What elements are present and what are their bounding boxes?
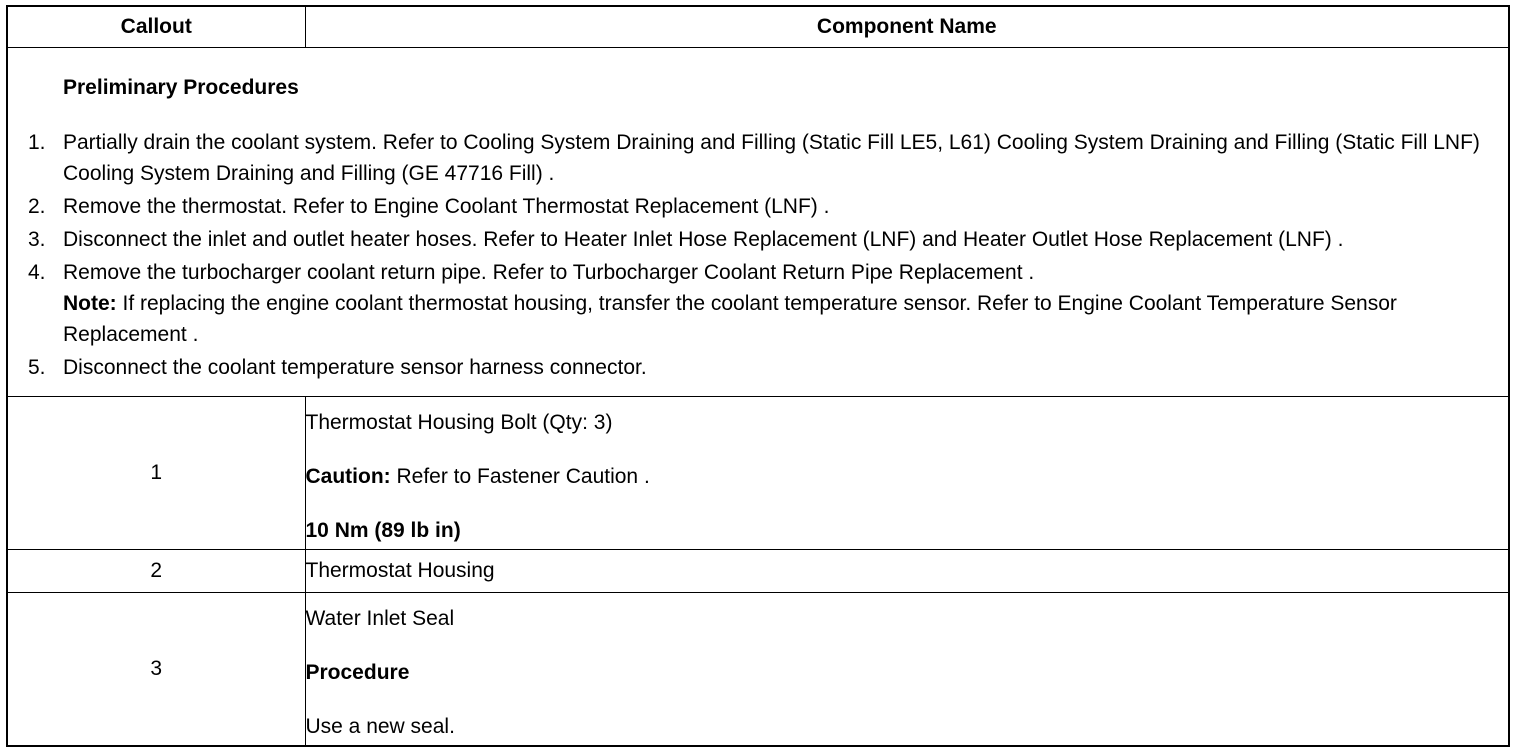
- component-name: Thermostat Housing: [305, 550, 1508, 593]
- caution-label: Caution:: [305, 465, 391, 488]
- step-number: 4.: [28, 260, 46, 284]
- step-text: Remove the thermostat. Refer to Engine Coolant Thermostat Replacement (LNF) .: [63, 194, 830, 218]
- note-text: If replacing the engine coolant thermostat housing, transfer the coolant temperature sensor. Refer to Engine Coolant Temperature Sensor Replacement .: [63, 291, 1397, 346]
- step-text: Disconnect the inlet and outlet heater hoses. Refer to Heater Inlet Hose Replacement (LNF) and Heater Outlet Hose Replacement (LNF) .: [63, 227, 1344, 251]
- procedure-label: Procedure: [305, 661, 410, 684]
- step-number: 5.: [28, 355, 46, 379]
- callout-header: Callout: [8, 7, 305, 48]
- torque-spec: 10 Nm (89 lb in): [305, 519, 461, 542]
- step-text: Remove the turbocharger coolant return pipe. Refer to Turbocharger Coolant Return Pipe Replacement .: [63, 260, 1035, 284]
- header-row: [8, 7, 1508, 48]
- procedure-text: Use a new seal.: [305, 715, 455, 738]
- component-cell: [305, 593, 1508, 746]
- step-item: [8, 191, 1502, 222]
- step-text: Partially drain the coolant system. Refer to Cooling System Draining and Filling (Static Fill LE5, L61) Cooling System Draining and Filling (Static Fill LNF) Cooling System Draining and Filling (GE 47716 Fill) .: [63, 130, 1480, 185]
- table-row: [8, 593, 1508, 746]
- preliminary-cell: [8, 48, 1508, 397]
- step-text: Disconnect the coolant temperature sensor harness connector.: [63, 355, 647, 379]
- component-name: Thermostat Housing Bolt (Qty: 3): [305, 411, 613, 434]
- step-item: [8, 352, 1502, 383]
- note-label: Note:: [63, 291, 117, 315]
- step-number: 3.: [28, 227, 46, 251]
- caution-text: Refer to Fastener Caution .: [390, 465, 650, 488]
- preliminary-title: Preliminary Procedures: [63, 75, 299, 99]
- callout-cell: 3: [8, 593, 305, 746]
- table-row: [8, 397, 1508, 550]
- component-cell: [305, 397, 1508, 550]
- document-page: [6, 5, 1510, 747]
- step-number: 1.: [28, 130, 46, 154]
- preliminary-steps: [8, 127, 1502, 383]
- component-name: Water Inlet Seal: [305, 607, 455, 630]
- preliminary-row: [8, 48, 1508, 397]
- step-item: [8, 257, 1502, 350]
- step-item: [8, 127, 1502, 189]
- table-row: [8, 550, 1508, 593]
- component-name-header: Component Name: [305, 7, 1508, 48]
- callout-cell: 2: [8, 550, 305, 593]
- step-number: 2.: [28, 194, 46, 218]
- callout-cell: 1: [8, 397, 305, 550]
- step-item: [8, 224, 1502, 255]
- component-table: [8, 7, 1508, 745]
